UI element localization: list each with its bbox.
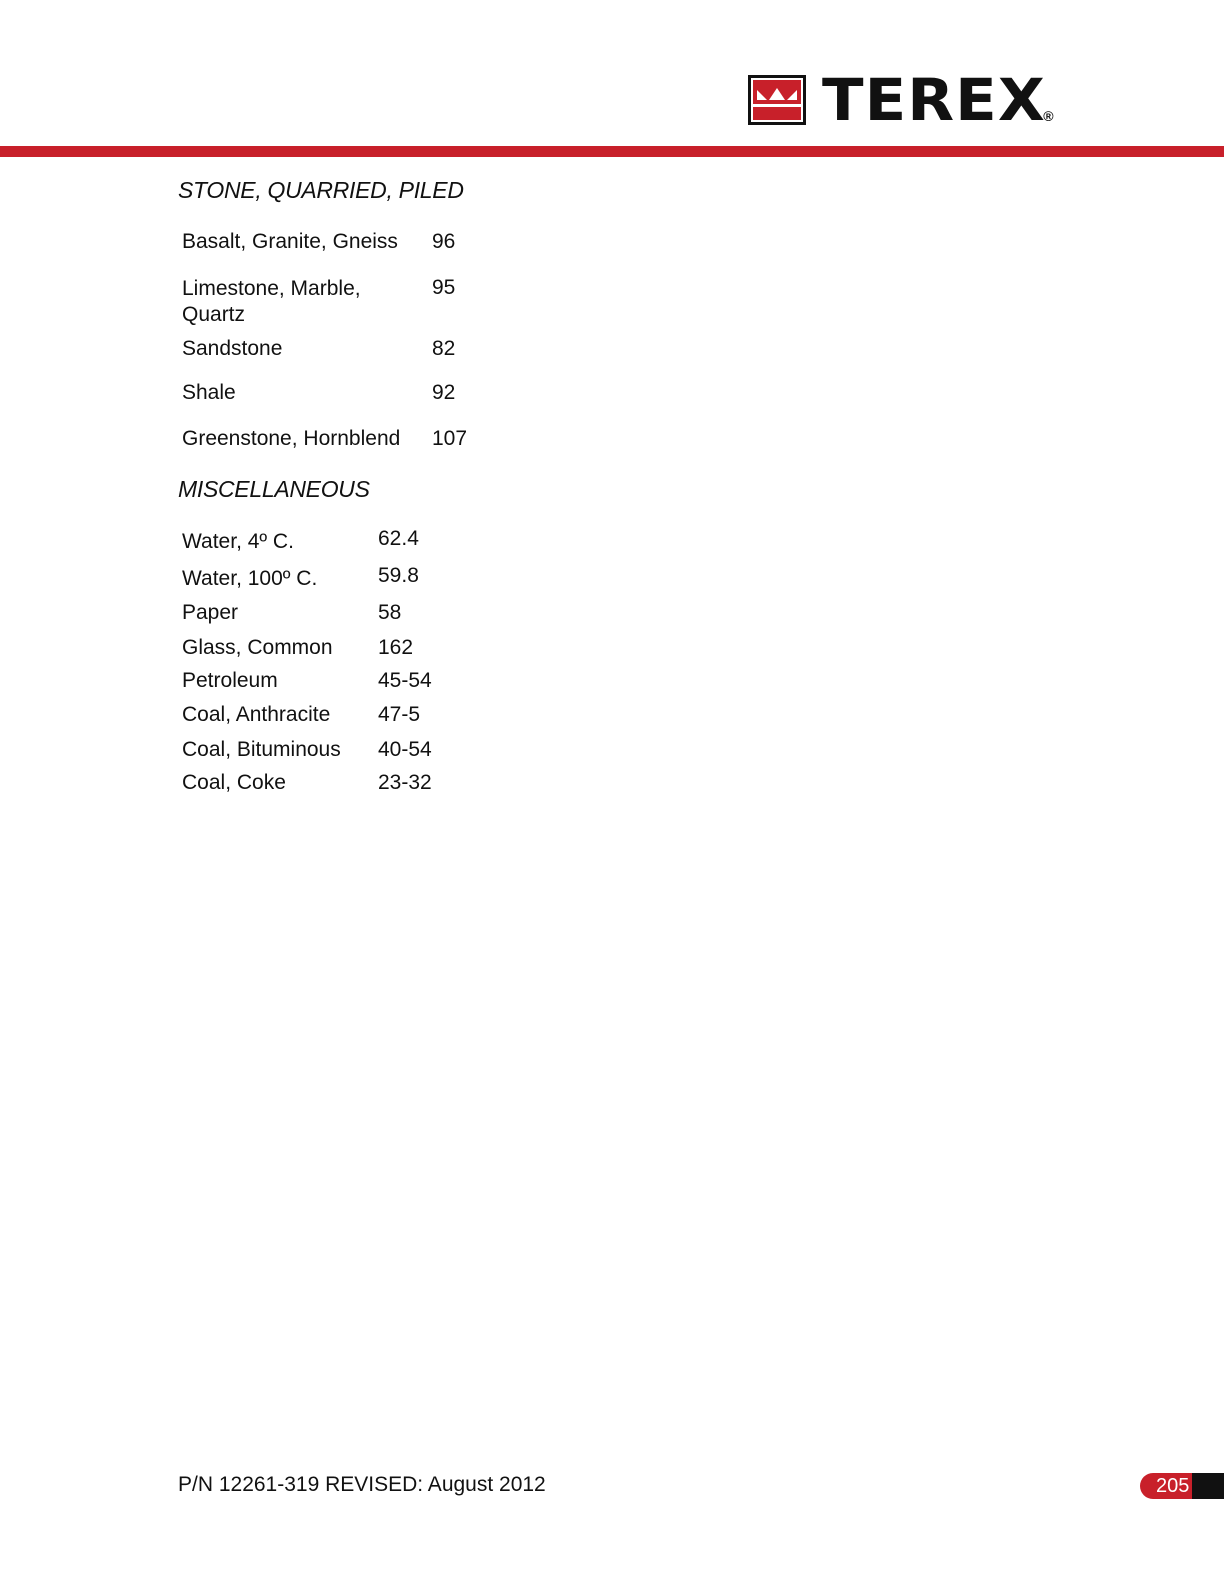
- section-title-miscellaneous: MISCELLANEOUS: [178, 476, 370, 502]
- material-value: 40-54: [378, 738, 432, 761]
- crown-logo-icon: [748, 75, 806, 125]
- material-name: Coal, Coke: [182, 771, 286, 794]
- material-value: 59.8: [378, 564, 419, 587]
- header-red-rule: [0, 146, 1224, 157]
- material-value: 96: [432, 230, 456, 253]
- material-name: Shale: [182, 381, 236, 404]
- material-name: Coal, Anthracite: [182, 703, 331, 726]
- terex-logo: [748, 66, 1054, 134]
- material-value: 95: [432, 276, 456, 299]
- material-value: 45-54: [378, 669, 432, 692]
- material-name: Paper: [182, 601, 239, 624]
- material-value: 62.4: [378, 527, 419, 550]
- registered-mark: ®: [1043, 108, 1054, 124]
- material-name: Glass, Common: [182, 636, 333, 659]
- material-value: 58: [378, 601, 402, 624]
- material-name: Greenstone, Hornblend: [182, 427, 401, 450]
- page-number-badge: [1140, 1473, 1224, 1499]
- material-name: Sandstone: [182, 337, 283, 360]
- material-value: 23-32: [378, 771, 432, 794]
- material-name: Water, 4º C.: [182, 530, 294, 553]
- material-name: Petroleum: [182, 669, 278, 692]
- material-value: 82: [432, 337, 456, 360]
- material-value: 107: [432, 427, 468, 450]
- logo-wordmark: TEREX: [822, 66, 1046, 134]
- material-name: Limestone, Marble, Quartz: [182, 277, 361, 326]
- footer-part-number: P/N 12261-319 REVISED: August 2012: [178, 1473, 546, 1496]
- material-value: 47-5: [378, 703, 421, 726]
- page-number: 205: [1156, 1475, 1190, 1497]
- material-name: Water, 100º C.: [182, 567, 318, 590]
- material-value: 162: [378, 636, 414, 659]
- material-name: Coal, Bituminous: [182, 738, 341, 761]
- material-value: 92: [432, 381, 456, 404]
- material-name: Basalt, Granite, Gneiss: [182, 230, 398, 253]
- section-title-stone: STONE, QUARRIED, PILED: [178, 177, 464, 203]
